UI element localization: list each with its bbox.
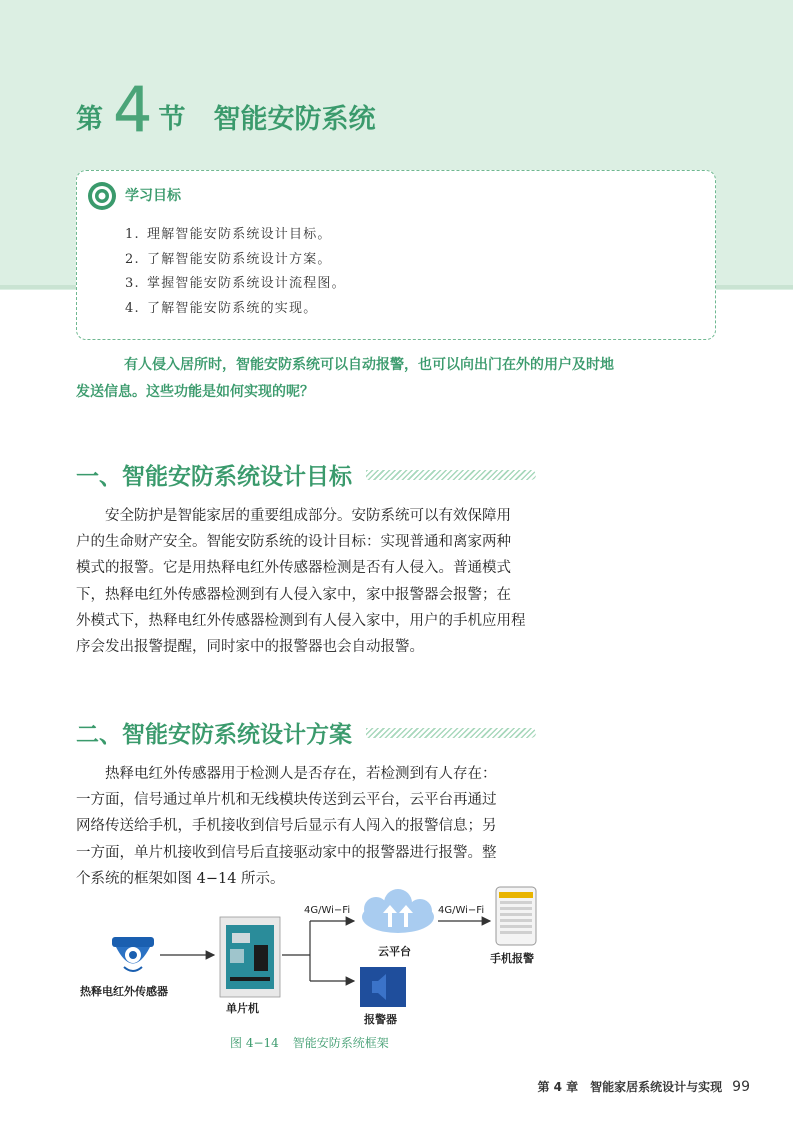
intro-line: 有人侵入居所时，智能安防系统可以自动报警，也可以向出门在外的用户及时地 [124,357,614,373]
link-label-1: 4G/Wi−Fi [304,905,351,916]
goal-text: 掌握智能安防系统设计流程图。 [147,276,346,291]
paragraph-line: 网络传送给手机，手机接收到信号后显示有人闯入的报警信息；另 [76,818,497,835]
chapter-name: 智能安防系统 [213,104,376,135]
page-number: 99 [732,1078,750,1095]
section-title-1 [76,458,536,491]
target-icon [87,181,117,211]
figure-title: 智能安防系统框架 [292,1036,389,1050]
goal-item [125,248,346,273]
section-title-2 [76,716,536,749]
paragraph-line: 序会发出报警提醒，同时家中的报警器也会自动报警。 [76,639,424,656]
paragraph-line: 下，热释电红外传感器检测到有人侵入家中，家中报警器会报警；在 [76,586,511,603]
paragraph-line: 一方面，信号通过单片机和无线模块传送到云平台，云平台再通过 [76,792,497,809]
alarm-speaker-icon [360,967,406,1007]
mcu-label: 单片机 [226,1002,259,1015]
sensor-label: 热释电红外传感器 [80,985,168,998]
goal-text: 理解智能安防系统设计目标。 [147,227,332,242]
footer-chapter: 第 4 章 智能家居系统设计与实现 [537,1080,723,1094]
chapter-suffix: 节 [158,104,186,135]
paragraph-line: 模式的报警。它是用热释电红外传感器检测是否有人侵入。普通模式 [76,560,511,577]
goal-item [125,272,346,297]
goal-text: 了解智能安防系统的实现。 [147,300,318,316]
section-title-text: 一、智能安防系统设计目标 [76,464,352,490]
learning-goals-box [76,170,716,340]
link-label-2: 4G/Wi−Fi [438,905,485,916]
intro-line: 发送信息。这些功能是如何实现的呢？ [76,384,314,400]
intro-question [76,352,684,406]
section2-paragraph [76,761,556,892]
learning-goals-title: 学习目标 [125,188,181,204]
section-title-text: 二、智能安防系统设计方案 [76,722,352,748]
chapter-prefix: 第 [76,104,103,135]
paragraph-line: 热释电红外传感器用于检测人是否存在，若检测到有人存在： [76,766,497,782]
goal-item [125,297,346,322]
figure-number: 图 4−14 [230,1036,279,1050]
section1-paragraph [76,503,556,660]
paragraph-line: 外模式下，热释电红外传感器检测到有人侵入家中，用户的手机应用程 [76,612,526,629]
paragraph-line: 个系统的框架如图 4−14 所示。 [76,870,285,887]
mcu-board-icon [220,917,280,997]
page-footer [537,1078,750,1095]
chapter-number: 4 [113,73,153,146]
pir-sensor-icon [112,937,154,971]
learning-goals-list [125,223,346,321]
goal-num: 1. [125,227,140,242]
phone-icon [496,887,536,945]
chapter-title [76,73,376,146]
section-title-decoration [366,470,536,480]
paragraph-line: 户的生命财产安全。智能安防系统的设计目标：实现普通和离家两种 [76,534,511,551]
goal-text: 了解智能安防系统设计方案。 [147,251,332,267]
figure-caption [230,1034,389,1051]
section-title-decoration [366,728,536,738]
cloud-icon [362,889,434,933]
goal-num: 4. [125,300,140,316]
phone-label: 手机报警 [490,952,534,965]
goal-item [125,223,346,248]
cloud-label: 云平台 [378,945,411,958]
paragraph-line: 安全防护是智能家居的重要组成部分。安防系统可以有效保障用 [76,508,511,524]
system-framework-diagram [76,885,636,1055]
goal-num: 3. [125,276,140,291]
goal-num: 2. [125,251,140,267]
alarm-label: 报警器 [364,1013,397,1026]
paragraph-line: 一方面，单片机接收到信号后直接驱动家中的报警器进行报警。整 [76,844,497,861]
